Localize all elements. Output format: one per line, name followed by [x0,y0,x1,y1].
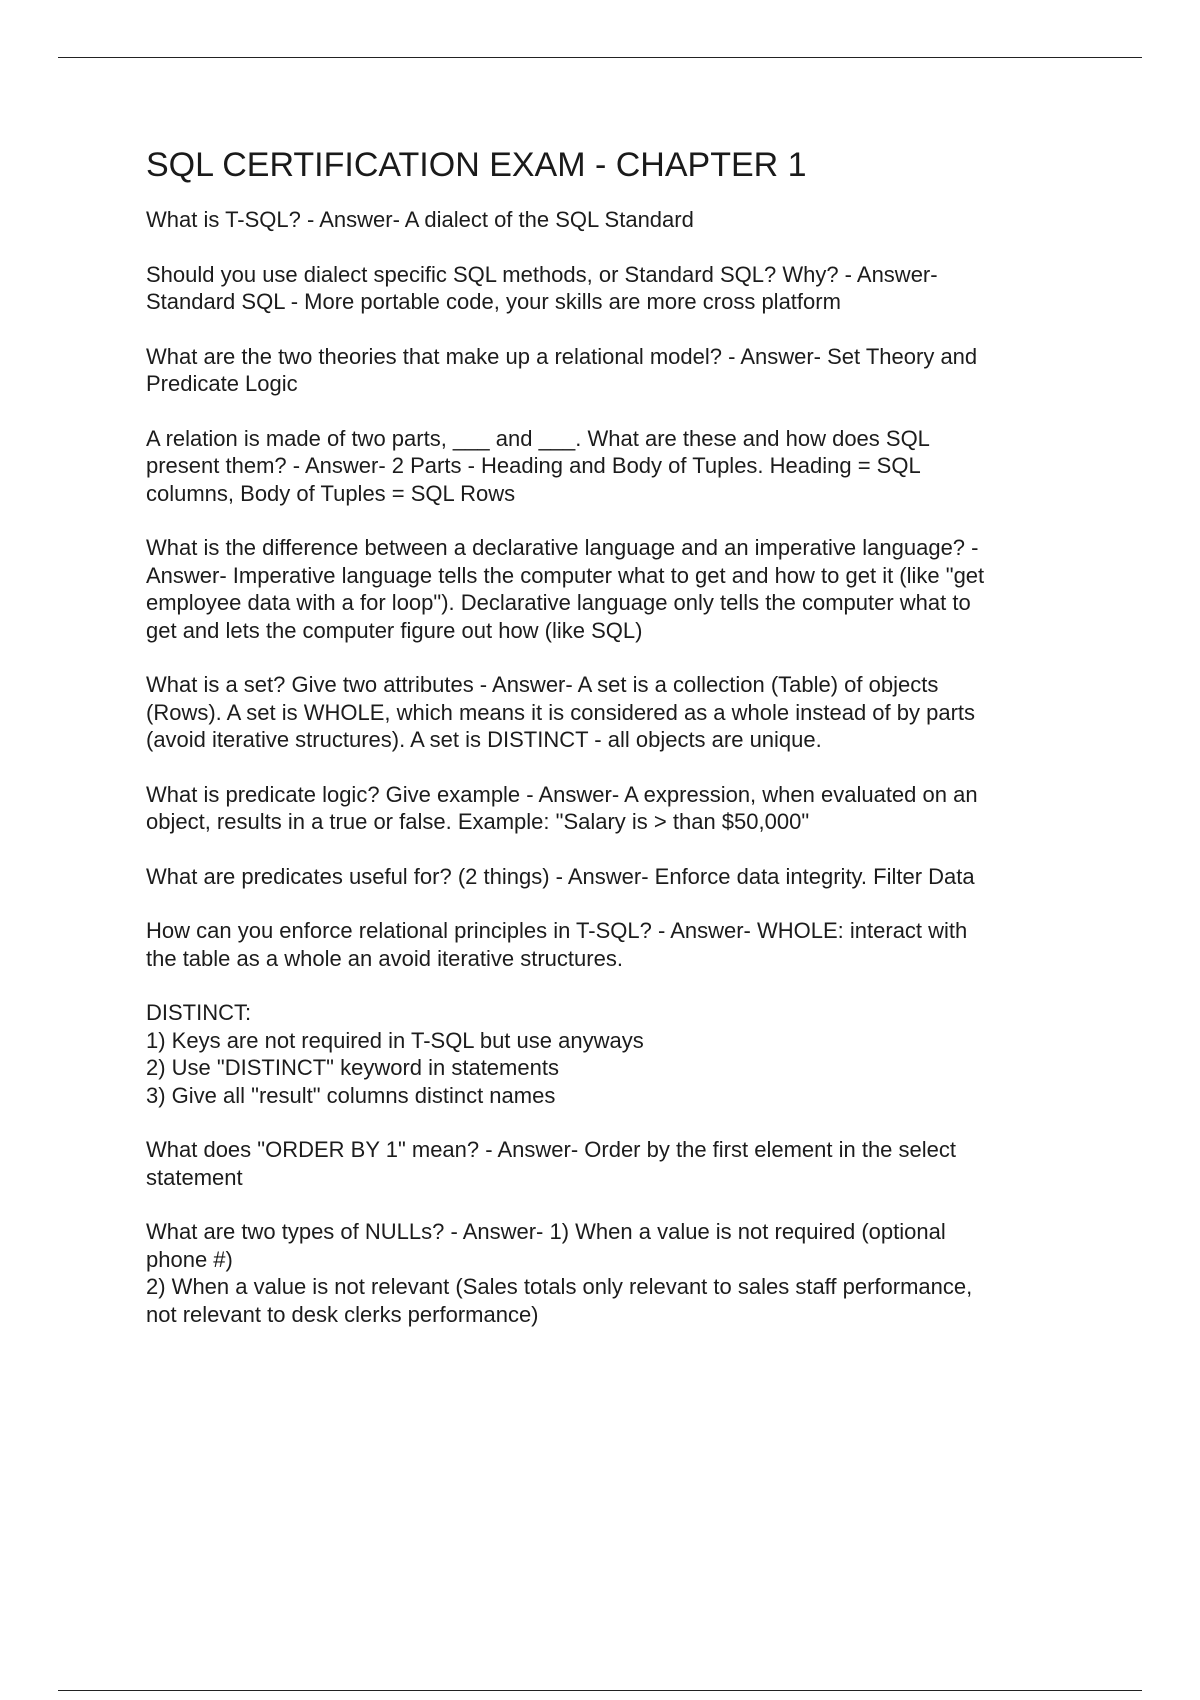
qa-item-1: What is T-SQL? - Answer- A dialect of the SQL Standard [146,207,694,232]
qa-item-11: What does "ORDER BY 1" mean? - Answer- Order by the first element in the select statement [146,1137,956,1190]
qa-item-7: What is predicate logic? Give example - Answer- A expression, when evaluated on an object, results in a true or false. Example: "Salary is > than $50,000" [146,781,978,834]
header-rule [58,57,1142,58]
qa-item-8: What are predicates useful for? (2 things) - Answer- Enforce data integrity. Filter Data [146,863,975,889]
page-title: SQL CERTIFICATION EXAM - CHAPTER 1 [146,146,807,184]
qa-item-10: DISTINCT: 1) Keys are not required in T-SQL but use anyways 2) Use "DISTINCT" keyword in statements 3) Give all "result" columns distinct names [146,1000,644,1108]
page-content [146,143,1076,1355]
qa-item-9: How can you enforce relational principles in T-SQL? - Answer- WHOLE: interact with the table as a whole an avoid iterative structures. [146,918,968,971]
qa-item-12: What are two types of NULLs? - Answer- 1) When a value is not required (optional phone #) 2) When a value is not relevant (Sales totals only relevant to sales staff performance, not relevant to desk clerks performance) [146,1219,973,1327]
qa-item-4: A relation is made of two parts, ___ and ___. What are these and how does SQL present them? - Answer- 2 Parts - Heading and Body of Tuples. Heading = SQL columns, Body of Tuples = SQL Rows [146,425,930,506]
qa-item-3: What are the two theories that make up a relational model? - Answer- Set Theory and Predicate Logic [146,343,978,396]
qa-item-6: What is a set? Give two attributes - Answer- A set is a collection (Table) of objects (Rows). A set is WHOLE, which means it is considered as a whole instead of by parts (avoid iterative structures). A set is DISTINCT - all objects are unique. [146,672,976,752]
footer-rule [58,1690,1142,1691]
qa-item-5: What is the difference between a declarative language and an imperative language? - Answer- Imperative language tells the computer what to get and how to get it (like "get employee data with a for loop"). Declarative language only tells the computer what to get and lets the computer figure out how (like SQL) [146,535,985,643]
qa-item-2: Should you use dialect specific SQL methods, or Standard SQL? Why? - Answer- Standard SQL - More portable code, your skills are more cross platform [146,261,938,314]
